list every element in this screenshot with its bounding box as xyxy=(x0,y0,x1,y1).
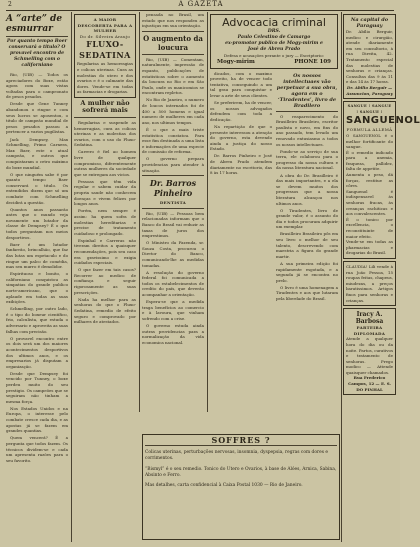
parteira-text: Atende a qualquer hora do dia ou da noite. Partos, curativos e tratamento de senhoras. Prego modico — Attende quaisquer chamados. xyxy=(346,336,393,375)
article-title-boxing: A “arte” de esmurrar xyxy=(6,14,63,34)
article-body-loucura xyxy=(142,57,204,173)
paragraph: Brasilleiro Brasileiro pôs em seu livro o melhor de seu talento, descrevendo com maestria a figura do grande martir. xyxy=(276,231,338,259)
paragraph: O governo estuda ainda outras providencias para a normalização da vida economica nacional. xyxy=(142,323,204,345)
divider xyxy=(6,36,68,37)
sanguenol-formula: FORMULA ALLEMÃ xyxy=(346,127,393,133)
sanguenol-title: SANGUENOL xyxy=(346,115,420,127)
divider xyxy=(74,117,136,118)
paragraph: Quantos anos passarão antes que o mundo veja novamente um lutador da classe de Dempsey? É o que todos perguntam nos meios desportivos. xyxy=(6,206,68,240)
article-subtitle-boxing: Por quanto tempo Boer conservará o titulo? O provavel encontro de Schmelling com o californiano xyxy=(6,39,68,68)
divider xyxy=(145,445,337,446)
advocacia-line: Paulo Celestino de Camargo xyxy=(237,35,311,40)
paragraph: Na repartição de que o presente interessou a atenção do governo, esta devendo ainda a justiça do nosso Estado. xyxy=(210,123,272,152)
sanguenol-line: É o remedio indicado para a anemia, fraqueza, pallidez, falta de appetite. xyxy=(346,149,393,172)
column-2 xyxy=(74,12,136,545)
column-5 xyxy=(343,12,420,545)
page-number: 2 xyxy=(8,1,12,8)
paragraph: Carrero é fiel ao homem livre de qualquer compromisso, diferentemente outras mulheres da sociedade que se entregam aos vicios. xyxy=(74,149,136,177)
sanguenol-line: O SANGUENOL é o melhor fortificante do sangue. xyxy=(346,132,393,150)
ad-byline: Do dr. Silveira Araujo xyxy=(79,33,131,39)
ad-text: Regularisa as hemorragias e colicas uterinas. Cura as molestias do utero e dos ovarios e é o calmante das dores. Vende-se em todas as farmacias e drogarias. xyxy=(77,61,133,95)
column-rule xyxy=(207,12,208,412)
column-rule xyxy=(71,12,72,542)
divider xyxy=(276,111,338,112)
paraguay-title: Na capital do Paraguay xyxy=(350,17,389,29)
advocacia-ad xyxy=(210,14,338,69)
paragraph: dicados, com o maximo proveito, ha de vencer todo tentativa, conseguindo a um tal grau para conquistar e levar a arte de seus clientes. xyxy=(210,70,272,98)
advocacia-line: ex-promotor publico de Mogy-mirim e xyxy=(225,41,323,46)
parteira-ad xyxy=(343,308,396,395)
advocacia-phone: PHONE 109 xyxy=(294,58,331,65)
divider xyxy=(142,31,204,32)
paragraph: Espirituoso e bonito, o californiano conquistou as simpatias do grande publico norte-americano, que o aplaude em todas as suas exibições. xyxy=(6,271,68,305)
paragraph: Nada ha melhor para as senhoras do que o Fluxo-Sedatina, remedio de efeito seguro e comprovado por milhares de atestados. xyxy=(74,296,136,325)
column-rule xyxy=(341,12,342,542)
paragraph: Pessoas que têm vida regular e sabem cuidar da propria saude não conhecem doenças e vivem felizes por longos anos. xyxy=(74,178,136,207)
section-title-intellectuaes: Os nossos intellectuaes vão perpetuar a sua obra, agora em o ‘Tiradentes’, livro de Bradilero xyxy=(276,72,338,109)
column-3 xyxy=(142,12,204,432)
header-rule xyxy=(6,10,394,11)
soffres-text xyxy=(145,450,337,489)
soffres-title: SOFFRES ? xyxy=(211,435,271,445)
paragraph: Baer é um lutador fanfarrão, brincalhão, que faz das lutas um espetaculo e do ringue um palco de comédia, mas seu murro é demolidor. xyxy=(6,241,68,270)
article-body-intellectuaes xyxy=(276,114,338,302)
article-body-bank xyxy=(142,211,204,346)
paraguay-note: Dr. Abilio Berguir — Assuncion, Paraguay xyxy=(346,84,393,96)
paragraph: Nos Estados Unidos e na Europa, o interesse pelo combate cresce cada dia, e as apostas já se fazem em grandes quantias. xyxy=(6,405,68,434)
page-header xyxy=(6,0,396,10)
advocacia-sub: Defesa e acusações perante o jury — Escriptorio: xyxy=(224,53,324,58)
paragraph: Espera-se que a medida traga benefícios ao comercio e à lavoura, que vinham sofrendo com a crise. xyxy=(142,299,204,321)
sanguenol-ad xyxy=(343,101,420,259)
paraguay-text: Dr. Abílio Berguir, medico e cirurgião, atende diariamente em seu consultorio, à rua Direita, 42. Tratamento especial das molestias de senhoras e crianças. Consultas das 9 às 11 e das 14 às 17 horas. xyxy=(346,29,393,85)
column-1 xyxy=(6,12,68,545)
sanguenol-line: Sanguenol é indispensavel às senhoras fracas, às creanças rachiticas e aos convalescentes. xyxy=(346,188,393,217)
divider xyxy=(142,175,204,176)
divider xyxy=(142,54,204,55)
parteira-name: Iracy A. Barbosa xyxy=(355,311,384,326)
fluxo-sedatina-ad xyxy=(74,14,136,98)
soffres-ad xyxy=(142,434,340,540)
advocacia-line: DRS. xyxy=(267,29,281,34)
advocacia-city: Mogy-mirim xyxy=(217,58,255,65)
paragraph: O provavel encontro entre os dois será um dos maiores acontecimentos desportivos dos ultimos anos, e os empresarios já disputam a organização. xyxy=(6,335,68,369)
paragraph: Dr. Barros Pinheiro e José de Abreu Prado atendem diariamente no escritorio, das 8 às 17 horas. xyxy=(210,153,272,176)
dentist-name: Dr. Barros Pinheiro xyxy=(149,178,197,199)
paragraph: O que ninguém sabe é por quanto tempo Baer conservará o titulo. Os entendidos dizem que só um combate com Schmelling decidirá a questão. xyxy=(6,171,68,205)
paragraph: A sua primeira edição foi rapidamente esgotada, e a segunda já se encontra no prelo. xyxy=(276,260,338,283)
paragraph: Jack Dempsey, Max Schmelling, Primo Carnera, Max Baer, este o atual campeão, e outros que conquistaram o cetro máximo do boxe mundial. xyxy=(6,136,68,170)
paragraph: Quem vencerá? É a pergunta que todos fazem. Os técnicos dividem-se e cada um apresenta razões para o seu favorito. xyxy=(6,435,68,463)
paragraph: É o que a mais triste estatistica constatou. Para esse fim destinada a uma lista e informações de uma especie de comissão de reforma. xyxy=(142,126,204,155)
paragraph: O que fazer em tais casos? Recorrer ao medico de confiança e seguir rigorosamente as suas prescrições. xyxy=(74,267,136,295)
intro-text: pensada no Brasil, um estado que nos respondeu as injustiças em sua orientação. xyxy=(142,12,204,29)
sanguenol-line: Aumenta o peso, dá forças, restitue as côres. xyxy=(346,172,393,189)
ad-headline: A MAIOR DESCOBERTA PARA A MULHER xyxy=(77,17,133,34)
paragraph: O Tiradentes, livro de grande valor, é o assunto do dia e todos procuram adquirir um exemplar. xyxy=(276,207,338,230)
paraguay-box xyxy=(343,14,396,99)
newspaper-title: A GAZETA xyxy=(178,0,224,8)
paragraph: Desde que Dempsey foi vencido por Tunney, o boxe perdeu muito do seu prestigio. Os campeões que se seguiram não tinham a mesma força. xyxy=(6,370,68,404)
paragraph: Rio, (UIB) — Pessoas bem relacionadas informam que o Banco do Brasil vai reduzir as taxas de juros dos emprestimos. xyxy=(142,210,204,239)
advocacia-lawyers xyxy=(213,29,335,53)
column-4b xyxy=(276,71,338,304)
section-title-woman: A mulher não sofrerá mais xyxy=(80,98,130,115)
paragraph: Regularisa e suspende as hemorragias, cura as colicas uterinas e as molestias dos ovarios, com o uso do Fluxo-Sedatina. xyxy=(74,119,136,148)
article-body-boxing xyxy=(6,72,68,463)
dentist-label: DENTISTA xyxy=(159,200,187,206)
claudia-text: CLAUDIA! Lili vende à rua João Pessoa, 15 roupas feitas, chapeus, miudezas, a preços baratissimos. Artigos finos para senhoras e crianças. xyxy=(346,263,393,303)
article-body-advocacia xyxy=(210,71,272,176)
paragraph: Rio, (UIB) — Comentam, naturalmente, impressão de espanto, publicações de estatisticas sobre o aumento da loucura no Rio e em São Paulo, onde os manicomios se encontram repletos. xyxy=(142,56,204,96)
paragraph: Porém, nem sempre é assim: ha quem sofra de molestias hereditarias e precise de tratamento cuidadoso e prolongado. xyxy=(74,208,136,236)
parteira-title: PARTEIRA DIPLOMADA xyxy=(353,325,386,336)
paragraph: A resolução do governo federal foi comunicada a todos os estabelecimentos de credito do país, que deverão acompanhar a orientação. xyxy=(142,269,204,298)
soffres-line: Colicas uterinas, perturbações nervosas, insomnia, dyspepsia, regras com dores e corrimentos. xyxy=(145,450,328,462)
sanguenol-line: Vende-se em todas as pharmacias e drogarias do Brasil. xyxy=(346,239,393,256)
article-body-woman xyxy=(74,120,136,325)
column-4a xyxy=(210,71,272,304)
advocacia-contact xyxy=(213,59,335,66)
paragraph: Desde que Gene Tunney abandonou o ringue e com seus lucros se aposentou, o titulo de campeão mundial de pesos pesados passou a pertencer a varios pugilistas. xyxy=(6,101,68,135)
divider xyxy=(142,208,204,209)
column-4-body xyxy=(210,71,338,304)
parteira-address: Rua Frederico Campos, 12 — E. S. DO PINHAL xyxy=(348,375,391,392)
soffres-line: “Bismyl” é o seu remedio. Tonico do Utero e Ovarios, à base de Alóes, Arnica, Sabina, Absinto e Ferro. xyxy=(145,466,337,478)
sanguenol-tagline: SANGUE ! SANGUE ! SANGUE ! xyxy=(347,104,392,114)
section-title-loucura: O augmento da loucura xyxy=(143,33,203,52)
paragraph: A obra do Dr. Brasilleiro é das mais importantes, e a ela se devem muitos dos progressos que a nossa literatura alcançou nos ultimos anos. xyxy=(276,172,338,206)
paragraph: Pondo-se ao serviço de sua terra, ele colaborou para o progresso da nossa cultura e da nossa literatura nacional. xyxy=(276,148,338,171)
paragraph: O Ministro da Fazenda, sr. Souza Costa, procurou o Diretor do Banco, comunicando-lhe as medidas tomadas. xyxy=(142,240,204,268)
advocacia-title: Advocacia criminal xyxy=(222,16,326,29)
paragraph: No Rio de Janeiro, o numero de loucos internados foi de 400 a 500 homens e igual numero de mulheres em cada ano, nos ultimos tempos. xyxy=(142,97,204,125)
paragraph: Rio, (UIB) — Todos os apreciadores do Boxe, estão agora com suas vistas voltadas para o campeonato de pesos pesados. xyxy=(6,72,68,100)
sanguenol-line: É o tonico por excellencia, o reconstituinte de maior efeito. xyxy=(346,216,393,239)
paragraph: O reaparecimento do Brasilleiro Brasileiro, escritor paulista e novo, em fins do ano passado, tem levado um renovado entusiasmo a todos os nossos intellectuaes. xyxy=(276,113,338,147)
paragraph: Schmelling, por outro lado, é o tipo do boxeur científico, frio, calculista, que estuda o adversario e aproveita as suas falhas com precisão. xyxy=(6,306,68,334)
paragraph: O governo prepara providencias para atender à situação. xyxy=(142,156,204,173)
soffres-line: Mas detalhes, carta confidencial à Caixa Postal 1030 — Rio de Janeiro. xyxy=(145,483,303,489)
paragraph: O livro é uma homenagem a Tiradentes e aos que lutaram pela liberdade do Brasil. xyxy=(276,284,338,301)
column-rule xyxy=(139,12,140,412)
paragraph: Se preferirem, ha de vencer, os nossos advogados defendem com toda a dedicação. xyxy=(210,100,272,122)
advocacia-line: José de Abreu Prado xyxy=(247,47,301,52)
ad-product-name: FLUXO-SEDATINA xyxy=(79,39,131,61)
paragraph: Espinhal e Carreras não tiveram direitos a quaisquer recomendações, pois seu caso era gravissimo e exigia cuidados especiais. xyxy=(74,237,136,266)
sanguenol-text xyxy=(346,133,393,256)
claudia-box xyxy=(343,261,396,306)
